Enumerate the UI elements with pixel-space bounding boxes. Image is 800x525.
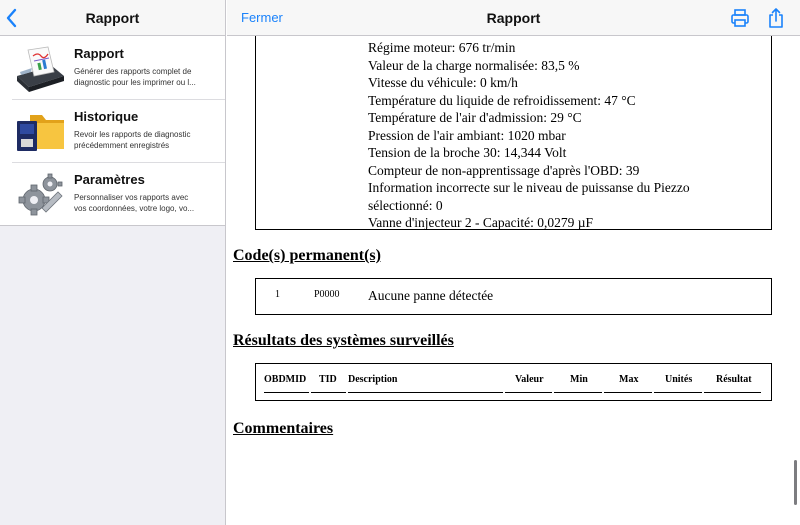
sidebar-item-description [74, 192, 214, 214]
monitored-systems-heading: Résultats des systèmes surveillés [233, 332, 454, 349]
column-header: Description [348, 374, 503, 393]
share-button[interactable] [768, 7, 784, 29]
report-view [227, 0, 800, 525]
permanent-code-index: 1 [275, 289, 280, 300]
freeze-frame-line: Température de l'air d'admission: 29 °C [368, 110, 582, 125]
sidebar-item-rapport[interactable] [0, 36, 225, 99]
permanent-code-id: P0000 [314, 289, 340, 300]
description-line: Générer des rapports complet de [74, 67, 192, 76]
sidebar-item-description [74, 66, 214, 88]
freeze-frame-line: Vitesse du véhicule: 0 km/h [368, 75, 518, 90]
permanent-code-description: Aucune panne détectée [368, 288, 494, 303]
description-line: vos coordonnées, votre logo, vo... [74, 204, 195, 213]
column-header: Max [604, 374, 652, 393]
column-header: Unités [654, 374, 702, 393]
description-line: précédemment enregistrés [74, 141, 170, 150]
column-header: TID [311, 374, 346, 393]
permanent-codes-box [255, 278, 772, 315]
freeze-frame-line: Tension de la broche 30: 14,344 Volt [368, 145, 567, 160]
freeze-frame-line: sélectionné: 0 [368, 197, 443, 213]
freeze-frame-line: Régime moteur: 676 tr/min [368, 40, 516, 55]
report-document[interactable] [227, 0, 800, 525]
freeze-frame-line: Information incorrecte sur le niveau de puissanse du Piezzo [368, 180, 690, 195]
column-header: Résultat [704, 374, 761, 393]
sidebar-list [0, 36, 225, 226]
vertical-scrollbar[interactable] [794, 460, 797, 505]
permanent-codes-heading: Code(s) permanent(s) [233, 247, 381, 264]
sidebar-item-title: Rapport [74, 46, 124, 61]
print-button[interactable] [730, 8, 750, 28]
sidebar-item-description [74, 129, 214, 151]
share-icon [768, 7, 784, 29]
printer-icon [730, 8, 750, 28]
comments-heading: Commentaires [233, 420, 334, 437]
history-folder-icon [12, 109, 66, 155]
monitored-systems-table [255, 363, 772, 401]
sidebar [0, 0, 226, 525]
description-line: Personnaliser vos rapports avec [74, 193, 189, 202]
sidebar-item-title: Historique [74, 109, 139, 124]
column-header: Min [554, 374, 602, 393]
freeze-frame-line: Compteur de non-apprentissage d'après l'OBD: 39 [368, 162, 640, 178]
close-button[interactable]: Fermer [241, 10, 283, 25]
freeze-frame-line: Pression de l'air ambiant: 1020 mbar [368, 127, 566, 143]
report-printer-icon [12, 46, 66, 92]
page-title: Rapport [486, 10, 541, 26]
column-header: OBDMID [264, 374, 309, 393]
column-header: Valeur [505, 374, 552, 393]
description-line: diagnostic pour les imprimer ou l... [74, 78, 196, 87]
sidebar-item-parametres[interactable] [0, 162, 225, 225]
freeze-frame-line: Vanne d'injecteur 2 - Capacité: 0,0279 µF [368, 215, 594, 230]
sidebar-navbar [0, 0, 225, 36]
sidebar-item-historique[interactable] [0, 99, 225, 162]
sidebar-item-title: Paramètres [74, 172, 145, 187]
description-line: Revoir les rapports de diagnostic [74, 130, 191, 139]
freeze-frame-line: Température du liquide de refroidissement: 47 °C [368, 92, 636, 108]
settings-gears-icon [12, 172, 66, 218]
report-navbar [227, 0, 800, 36]
freeze-frame-line: Valeur de la charge normalisée: 83,5 % [368, 57, 580, 73]
sidebar-title: Rapport [85, 10, 140, 26]
